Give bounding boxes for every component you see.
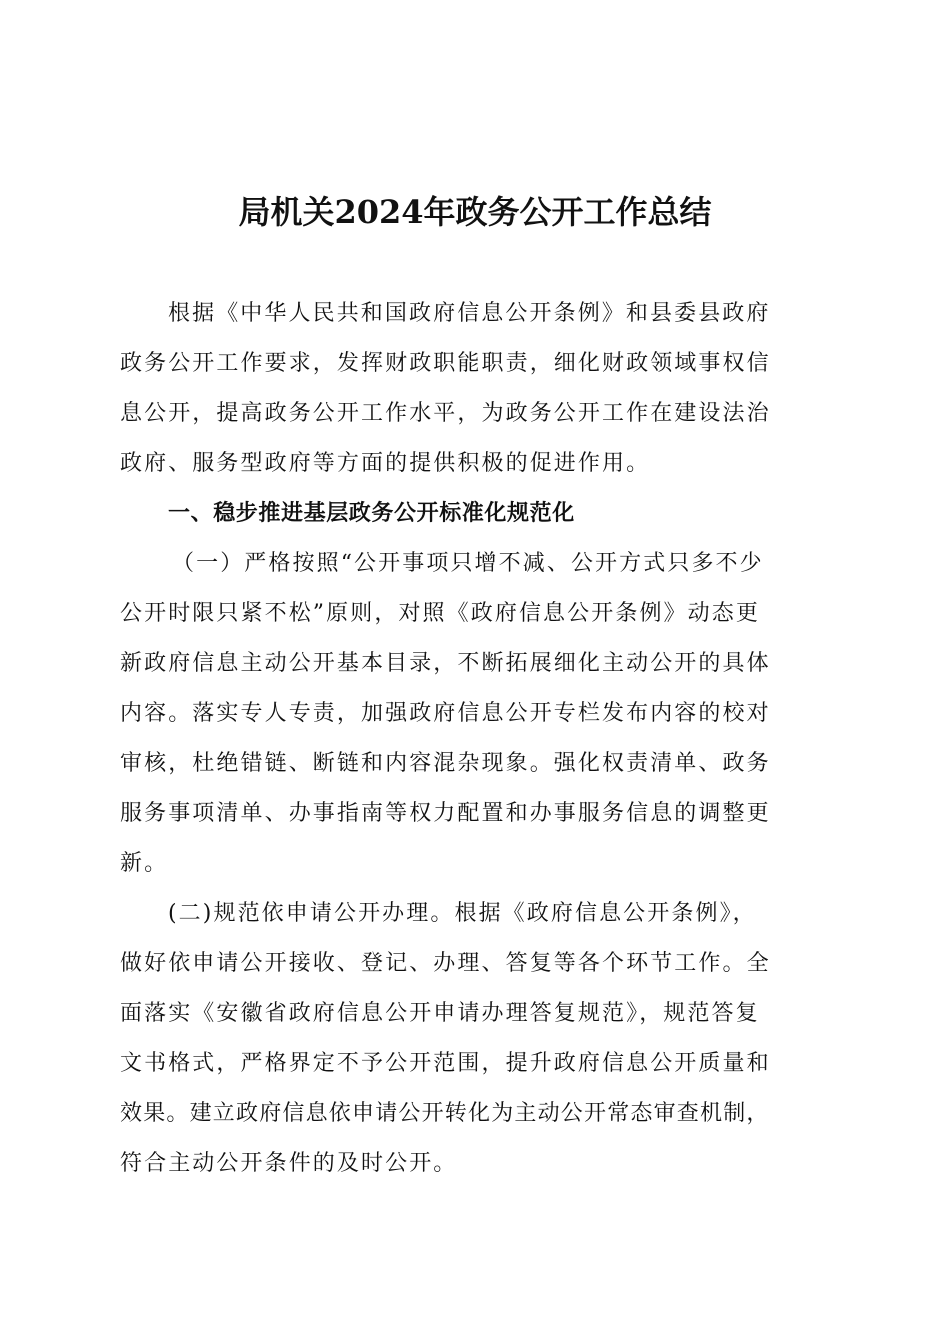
intro-line: 根据《中华人民共和国政府信息公开条例》和县委县政府 — [168, 301, 771, 326]
paragraph-line: 做好依申请公开接收、登记、办理、答复等各个环节工作。全 — [120, 951, 771, 976]
paragraph-line: 符合主动公开条件的及时公开。 — [120, 1151, 458, 1176]
intro-line: 政府、服务型政府等方面的提供积极的促进作用。 — [120, 451, 651, 476]
paragraph-line: (二)规范依申请公开办理。根据《政府信息公开条例》， — [168, 901, 757, 926]
paragraph-line: 新政府信息主动公开基本目录，不断拓展细化主动公开的具体 — [120, 651, 771, 676]
section-heading: 一、稳步推进基层政务公开标准化规范化 — [168, 501, 575, 526]
paragraph-line: （一）严格按照“公开事项只增不减、公开方式只多不少 — [172, 551, 764, 576]
paragraph-line: 公开时限只紧不松”原则，对照《政府信息公开条例》动态更 — [120, 601, 760, 626]
paragraph-line: 审核，杜绝错链、断链和内容混杂现象。强化权责清单、政务 — [120, 751, 771, 776]
paragraph-line: 服务事项清单、办事指南等权力配置和办事服务信息的调整更 — [120, 801, 771, 826]
document-body — [120, 289, 832, 1189]
document-title: 局机关2024年政务公开工作总结 — [238, 193, 712, 231]
intro-line: 息公开，提高政务公开工作水平，为政务公开工作在建设法治 — [120, 401, 771, 426]
paragraph-line: 新。 — [120, 851, 169, 876]
paragraph-line: 面落实《安徽省政府信息公开申请办理答复规范》，规范答复 — [120, 1001, 760, 1026]
paragraph-line: 内容。落实专人专责，加强政府信息公开专栏发布内容的校对 — [120, 701, 771, 726]
paragraph-line: 文书格式，严格界定不予公开范围，提升政府信息公开质量和 — [120, 1051, 771, 1076]
intro-line: 政务公开工作要求，发挥财政职能职责，细化财政领域事权信 — [120, 351, 771, 376]
paragraph-line: 效果。建立政府信息依申请公开转化为主动公开常态审查机制， — [120, 1101, 770, 1126]
